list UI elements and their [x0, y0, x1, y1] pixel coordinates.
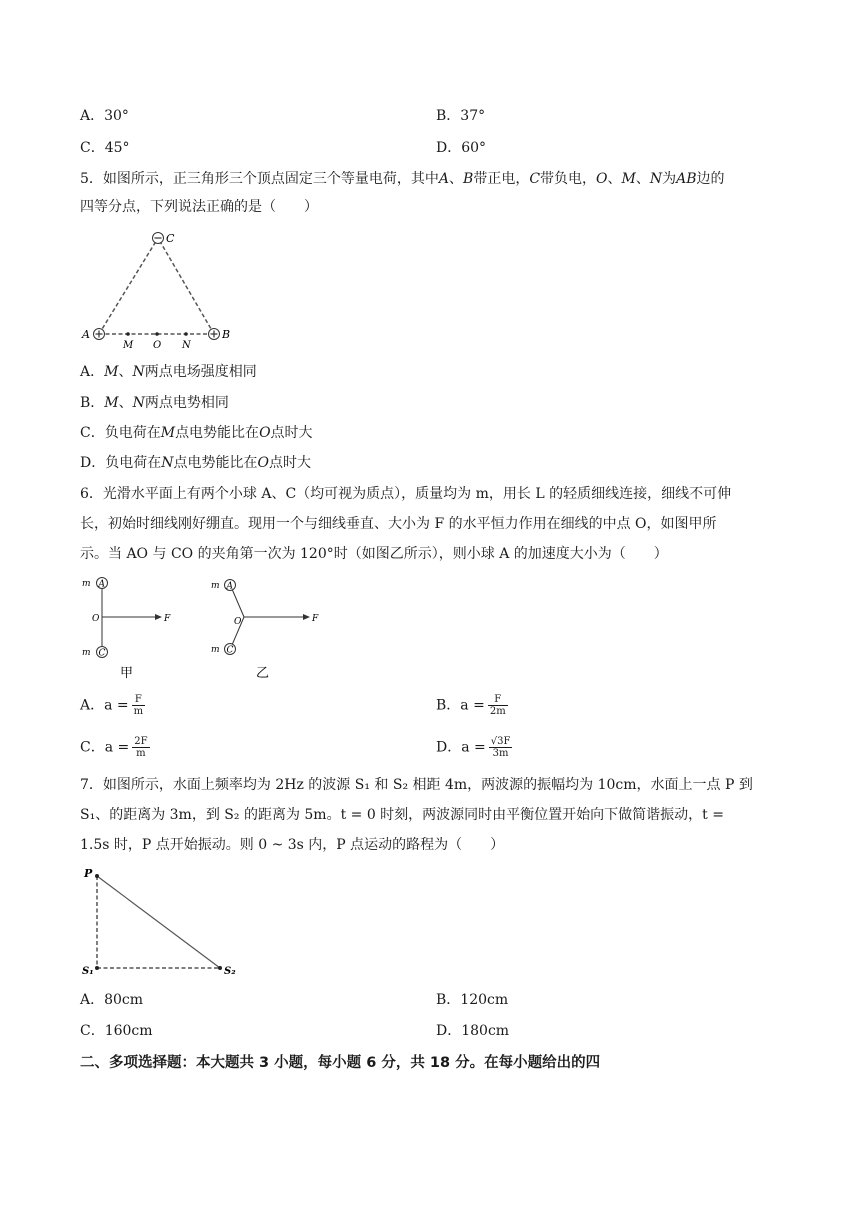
- section-2-heading: 二、多项选择题：本大题共 3 小题，每小题 6 分，共 18 分。在每小题给出的四: [80, 1055, 601, 1071]
- q5-option-d: D．负电荷在N点电势能比在O点时大: [80, 455, 311, 471]
- q6-yi-ball-a-label: A: [226, 581, 233, 592]
- q5-label-n: N: [182, 340, 191, 351]
- q5-label-o: O: [153, 340, 162, 351]
- q6-jia-m-bottom: m: [82, 648, 91, 658]
- q5-stem-line2: 四等分点，下列说法正确的是（ ）: [80, 199, 318, 215]
- q4-option-b: B．37°: [436, 108, 486, 124]
- q5-point-o: [155, 332, 159, 336]
- q6-option-a: A．a = $\frac{F}{m}$: [80, 694, 144, 717]
- q6-stem-line2: 长，初始时细线刚好绷直。现用一个与细线垂直、大小为 F 的水平恒力作用在细线的中点 O，如图甲所: [80, 516, 717, 532]
- q7-stem-line1: 7．如图所示，水面上频率均为 2Hz 的波源 S₁ 和 S₂ 相距 4m，两波源的振幅均为 10cm，水面上一点 P 到: [80, 777, 753, 793]
- q5-side-bc: [158, 238, 214, 334]
- q6-stem-line1: 6．光滑水平面上有两个小球 A、C（均可视为质点），质量均为 m，用长 L 的轻质细线连接，细线不可伸: [80, 486, 732, 502]
- q7-option-d: D．180cm: [436, 1023, 510, 1039]
- q5-option-a: A．M、N两点电场强度相同: [80, 364, 257, 380]
- q6-option-c: C．a = $\frac{2F}{m}$: [80, 736, 148, 759]
- q7-label-p: P: [84, 867, 93, 880]
- q5-triangle-figure: [80, 226, 250, 351]
- q5-label-m: M: [123, 340, 134, 351]
- q5-side-ac: [99, 238, 158, 334]
- q5-option-b: B．M、N两点电势相同: [80, 395, 229, 411]
- q6-yi-m-bottom: m: [211, 645, 220, 655]
- q5-option-c: C．负电荷在M点电势能比在O点时大: [80, 425, 313, 441]
- q6-jia-f-label: F: [164, 614, 171, 624]
- q7-triangle-figure: [80, 864, 245, 984]
- q6-option-b: B．a = $\frac{F}{2m}$: [436, 694, 506, 717]
- q6-option-d: D．a = $\frac{√3F}{3m}$: [436, 736, 511, 759]
- q6-yi-f-label: F: [312, 614, 319, 624]
- q4-option-c: C．45°: [80, 140, 130, 156]
- q6-yi-m-top: m: [211, 581, 220, 591]
- q6-figure-jia: [80, 572, 180, 682]
- q6-jia-o-label: O: [92, 614, 100, 624]
- q7-option-b: B．120cm: [436, 992, 509, 1008]
- q6-yi-o-label: O: [234, 617, 242, 627]
- q5-label-c: C: [166, 232, 175, 245]
- q6-jia-m-top: m: [82, 579, 91, 589]
- q7-option-c: C．160cm: [80, 1023, 153, 1039]
- q6-yi-arrow: [303, 614, 310, 620]
- q5-point-m: [126, 332, 130, 336]
- q6-yi-ball-c-label: C: [226, 645, 234, 656]
- q6-yi-caption: 乙: [256, 666, 270, 681]
- q5-label-b: B: [222, 328, 231, 341]
- q6-jia-caption: 甲: [120, 666, 134, 681]
- q7-point-s1: [95, 966, 99, 970]
- q7-option-a: A．80cm: [80, 992, 144, 1008]
- q6-jia-ball-c-label: C: [98, 648, 106, 659]
- q7-label-s2: S₂: [224, 966, 236, 977]
- q6-yi-string-ao: [232, 589, 244, 617]
- q5-stem-line1: 5．如图所示，正三角形三个顶点固定三个等量电荷，其中A、B带正电，C带负电，O、M、N为AB边的: [80, 171, 725, 187]
- q6-jia-arrow: [155, 614, 162, 620]
- q6-figure-yi: [208, 572, 323, 682]
- q4-option-d: D．60°: [436, 140, 487, 156]
- q7-point-p: [95, 874, 99, 878]
- q5-point-n: [184, 332, 188, 336]
- q7-stem-line3: 1.5s 时，P 点开始振动。则 0 ~ 3s 内，P 点运动的路程为（ ）: [80, 837, 505, 853]
- q7-label-s1: S₁: [82, 966, 94, 977]
- q4-option-a: A．30°: [80, 108, 129, 124]
- q7-point-s2: [218, 966, 222, 970]
- q6-jia-ball-a-label: A: [98, 579, 105, 590]
- q7-side-ps2: [97, 876, 220, 968]
- q6-stem-line3: 示。当 AO 与 CO 的夹角第一次为 120°时（如图乙所示），则小球 A 的加速度大小为（ ）: [80, 546, 668, 562]
- q7-stem-line2: S₁、的距离为 3m，到 S₂ 的距离为 5m。t = 0 时刻，两波源同时由平衡位置开始向下做简谐振动，t =: [80, 807, 724, 823]
- q5-label-a: A: [82, 328, 90, 341]
